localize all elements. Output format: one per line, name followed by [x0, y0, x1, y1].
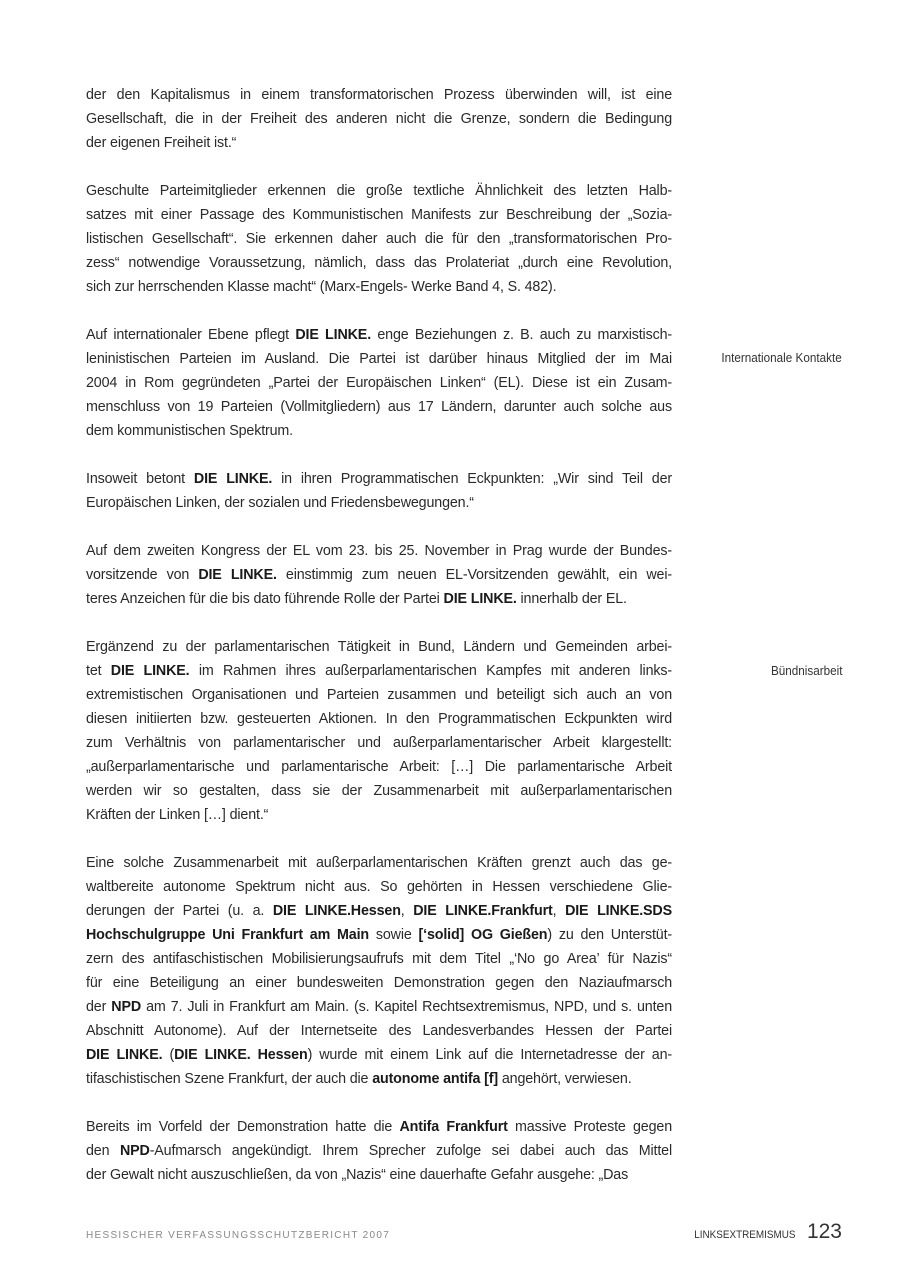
text-segment: der Gewalt nicht auszuschließen, da von „Nazis“ eine dauerhafte Gefahr ausgehe: „Das	[86, 1167, 629, 1183]
bold-organization-name: DIE LINKE.SDS	[565, 903, 672, 919]
text-line	[86, 251, 672, 275]
text-segment: zess“ notwendige Voraussetzung, nämlich, dass das Prolateriat „durch eine Revolution,	[86, 255, 672, 271]
text-segment: teres Anzeichen für die bis dato führende Rolle der Partei	[86, 591, 444, 607]
text-line	[86, 419, 672, 443]
text-segment: Auf dem zweiten Kongress der EL vom 23. bis 25. November in Prag wurde der Bundes-	[86, 543, 672, 559]
text-line	[86, 683, 672, 707]
text-line	[86, 755, 672, 779]
text-line	[86, 971, 672, 995]
text-line	[86, 995, 672, 1019]
text-line	[86, 779, 672, 803]
text-segment: zum Verhältnis von parlamentarischer und außerparlamentarischer Arbeit klargestellt:	[86, 735, 672, 751]
text-line	[86, 899, 672, 923]
text-line	[86, 227, 672, 251]
text-segment: Insoweit betont	[86, 471, 194, 487]
text-segment: dem kommunistischen Spektrum.	[86, 423, 294, 439]
text-line	[86, 1067, 672, 1091]
text-line	[86, 1115, 672, 1139]
text-line	[86, 467, 672, 491]
bold-organization-name: NPD	[119, 1143, 150, 1159]
text-segment: -Aufmarsch angekündigt. Ihrem Sprecher zufolge sei dabei auch das Mittel	[149, 1143, 673, 1159]
text-line	[86, 731, 672, 755]
text-line	[86, 491, 672, 515]
text-segment: listischen Gesellschaft“. Sie erkennen daher auch die für den „transformatorischen Pro-	[86, 231, 672, 247]
text-line	[86, 179, 672, 203]
text-line	[86, 587, 672, 611]
text-segment: Geschulte Parteimitglieder erkennen die große textliche Ähnlichkeit des letzten Halb-	[86, 183, 672, 199]
paragraph	[86, 467, 672, 515]
text-segment: für eine Beteiligung an einer bundesweiten Demonstration gegen den Naziaufmarsch	[86, 975, 672, 991]
body-text	[86, 83, 672, 1211]
text-line	[86, 707, 672, 731]
bold-organization-name: DIE LINKE.	[198, 567, 277, 583]
text-segment: Auf internationaler Ebene pflegt	[86, 327, 296, 343]
text-line	[86, 347, 672, 371]
text-segment: menschluss von 19 Parteien (Vollmitgliedern) aus 17 Ländern, darunter auch solche aus	[86, 399, 672, 415]
text-segment: in ihren Programmatischen Eckpunkten: „Wir sind Teil der	[272, 471, 672, 487]
paragraph	[86, 851, 672, 1091]
text-line	[86, 1139, 672, 1163]
text-segment: (	[162, 1047, 175, 1063]
text-segment: „außerparlamentarische und parlamentarische Arbeit: […] Die parlamentarische Arbeit	[86, 759, 672, 775]
bold-organization-name: DIE LINKE.Hessen	[272, 903, 401, 919]
bold-organization-name: autonome antifa [f]	[372, 1071, 499, 1087]
text-line	[86, 947, 672, 971]
text-segment: der eigenen Freiheit ist.“	[86, 135, 237, 151]
bold-organization-name: DIE LINKE.	[193, 471, 273, 487]
text-segment: Eine solche Zusammenarbeit mit außerparlamentarischen Kräften grenzt auch das ge-	[86, 855, 672, 871]
text-segment: waltbereite autonome Spektrum nicht aus. So gehörten in Hessen verschiedene Glie-	[86, 879, 672, 895]
text-line	[86, 1019, 672, 1043]
text-segment: tifaschistischen Szene Frankfurt, der auch die	[86, 1071, 373, 1087]
text-segment: zern des antifaschistischen Mobilisierungsaufrufs mit dem Titel „‘No go Area’ für Nazis“	[86, 951, 672, 967]
text-segment: der den Kapitalismus in einem transformatorischen Prozess überwinden will, ist eine	[86, 87, 672, 103]
bold-organization-name: DIE LINKE.	[86, 1047, 163, 1063]
text-segment: einstimmig zum neuen EL-Vorsitzenden gewählt, ein wei-	[276, 567, 672, 583]
text-line	[86, 395, 672, 419]
text-segment: diesen initiierten bzw. gesteuerten Aktionen. In den Programmatischen Eckpunkten wird	[86, 711, 672, 727]
footer-section-title: LINKSEXTREMISMUS	[693, 1229, 795, 1241]
text-segment: derungen der Partei (u. a.	[86, 903, 273, 919]
paragraph	[86, 323, 672, 443]
text-line	[86, 635, 672, 659]
text-line	[86, 275, 672, 299]
bold-organization-name: DIE LINKE.	[110, 663, 190, 679]
bold-organization-name: DIE LINKE. Hessen	[174, 1047, 308, 1063]
bold-organization-name: DIE LINKE.	[443, 591, 517, 607]
text-line	[86, 1163, 672, 1187]
margin-note-international-contacts: Internationale Kontakte	[721, 350, 842, 365]
text-line	[86, 323, 672, 347]
text-segment: angehört, verwiesen.	[498, 1071, 632, 1087]
text-segment: Gesellschaft, die in der Freiheit des anderen nicht die Grenze, sondern die Bedingung	[86, 111, 672, 127]
text-segment: der	[86, 999, 112, 1015]
text-line	[86, 923, 672, 947]
text-line	[86, 371, 672, 395]
text-segment: Europäischen Linken, der sozialen und Friedensbewegungen.“	[86, 495, 474, 511]
text-segment: enge Beziehungen z. B. auch zu marxistisch-	[371, 327, 672, 343]
text-segment: tet	[86, 663, 111, 679]
margin-note-alliance-work: Bündnisarbeit	[770, 663, 842, 678]
text-line	[86, 539, 672, 563]
paragraph	[86, 179, 672, 299]
text-line	[86, 83, 672, 107]
paragraph	[86, 635, 672, 827]
text-segment: am 7. Juli in Frankfurt am Main. (s. Kapitel Rechtsextremismus, NPD, und s. unten	[141, 999, 672, 1015]
text-segment: werden wir so gestalten, dass sie der Zusammenarbeit mit außerparlamentarischen	[86, 783, 672, 799]
text-line	[86, 875, 672, 899]
text-line	[86, 203, 672, 227]
text-segment: ,	[400, 903, 414, 919]
text-segment: ,	[552, 903, 566, 919]
text-line	[86, 563, 672, 587]
bold-organization-name: Hochschulgruppe Uni Frankfurt am Main	[86, 927, 369, 943]
text-segment: satzes mit einer Passage des Kommunistischen Manifests zur Beschreibung der „Sozia-	[86, 207, 672, 223]
text-segment: sowie	[369, 927, 419, 943]
text-segment: sich zur herrschenden Klasse macht“ (Marx-Engels- Werke Band 4, S. 482).	[86, 279, 557, 295]
paragraph	[86, 1115, 672, 1187]
footer-publication-title: HESSISCHER VERFASSUNGSSCHUTZBERICHT 2007	[86, 1230, 391, 1241]
text-segment: Kräften der Linken […] dient.“	[86, 807, 269, 823]
text-segment: Bereits im Vorfeld der Demonstration hatte die	[86, 1119, 400, 1135]
paragraph	[86, 83, 672, 155]
page-number: 123	[806, 1220, 842, 1243]
bold-organization-name: DIE LINKE.Frankfurt	[413, 903, 553, 919]
text-segment: ) wurde mit einem Link auf die Internetadresse der an-	[307, 1047, 673, 1063]
text-segment: vorsitzende von	[86, 567, 199, 583]
text-line	[86, 131, 672, 155]
text-segment: leninistischen Parteien im Ausland. Die Partei ist darüber hinaus Mitglied der im Mai	[86, 351, 672, 367]
text-segment: extremistischen Organisationen und Parteien zusammen und beteiligt sich auch an von	[86, 687, 672, 703]
bold-organization-name: NPD	[111, 999, 142, 1015]
text-line	[86, 803, 672, 827]
text-segment: ) zu den Unterstüt-	[547, 927, 673, 943]
text-line	[86, 1043, 672, 1067]
text-segment: im Rahmen ihres außerparlamentarischen Kampfes mit anderen links-	[189, 663, 672, 679]
text-segment: Ergänzend zu der parlamentarischen Tätigkeit in Bund, Ländern und Gemeinden arbei-	[86, 639, 672, 655]
text-segment: Abschnitt Autonome). Auf der Internetseite des Landesverbandes Hessen der Partei	[86, 1023, 672, 1039]
paragraph	[86, 539, 672, 611]
text-segment: massive Proteste gegen	[507, 1119, 673, 1135]
bold-organization-name: DIE LINKE.	[295, 327, 372, 343]
text-line	[86, 107, 672, 131]
text-segment: innerhalb der EL.	[516, 591, 627, 607]
text-line	[86, 851, 672, 875]
bold-organization-name: Antifa Frankfurt	[399, 1119, 508, 1135]
bold-organization-name: [‘solid] OG Gießen	[418, 927, 548, 943]
text-line	[86, 659, 672, 683]
text-segment: den	[86, 1143, 120, 1159]
text-segment: 2004 in Rom gegründeten „Partei der Europäischen Linken“ (EL). Diese ist ein Zusam-	[86, 375, 672, 391]
